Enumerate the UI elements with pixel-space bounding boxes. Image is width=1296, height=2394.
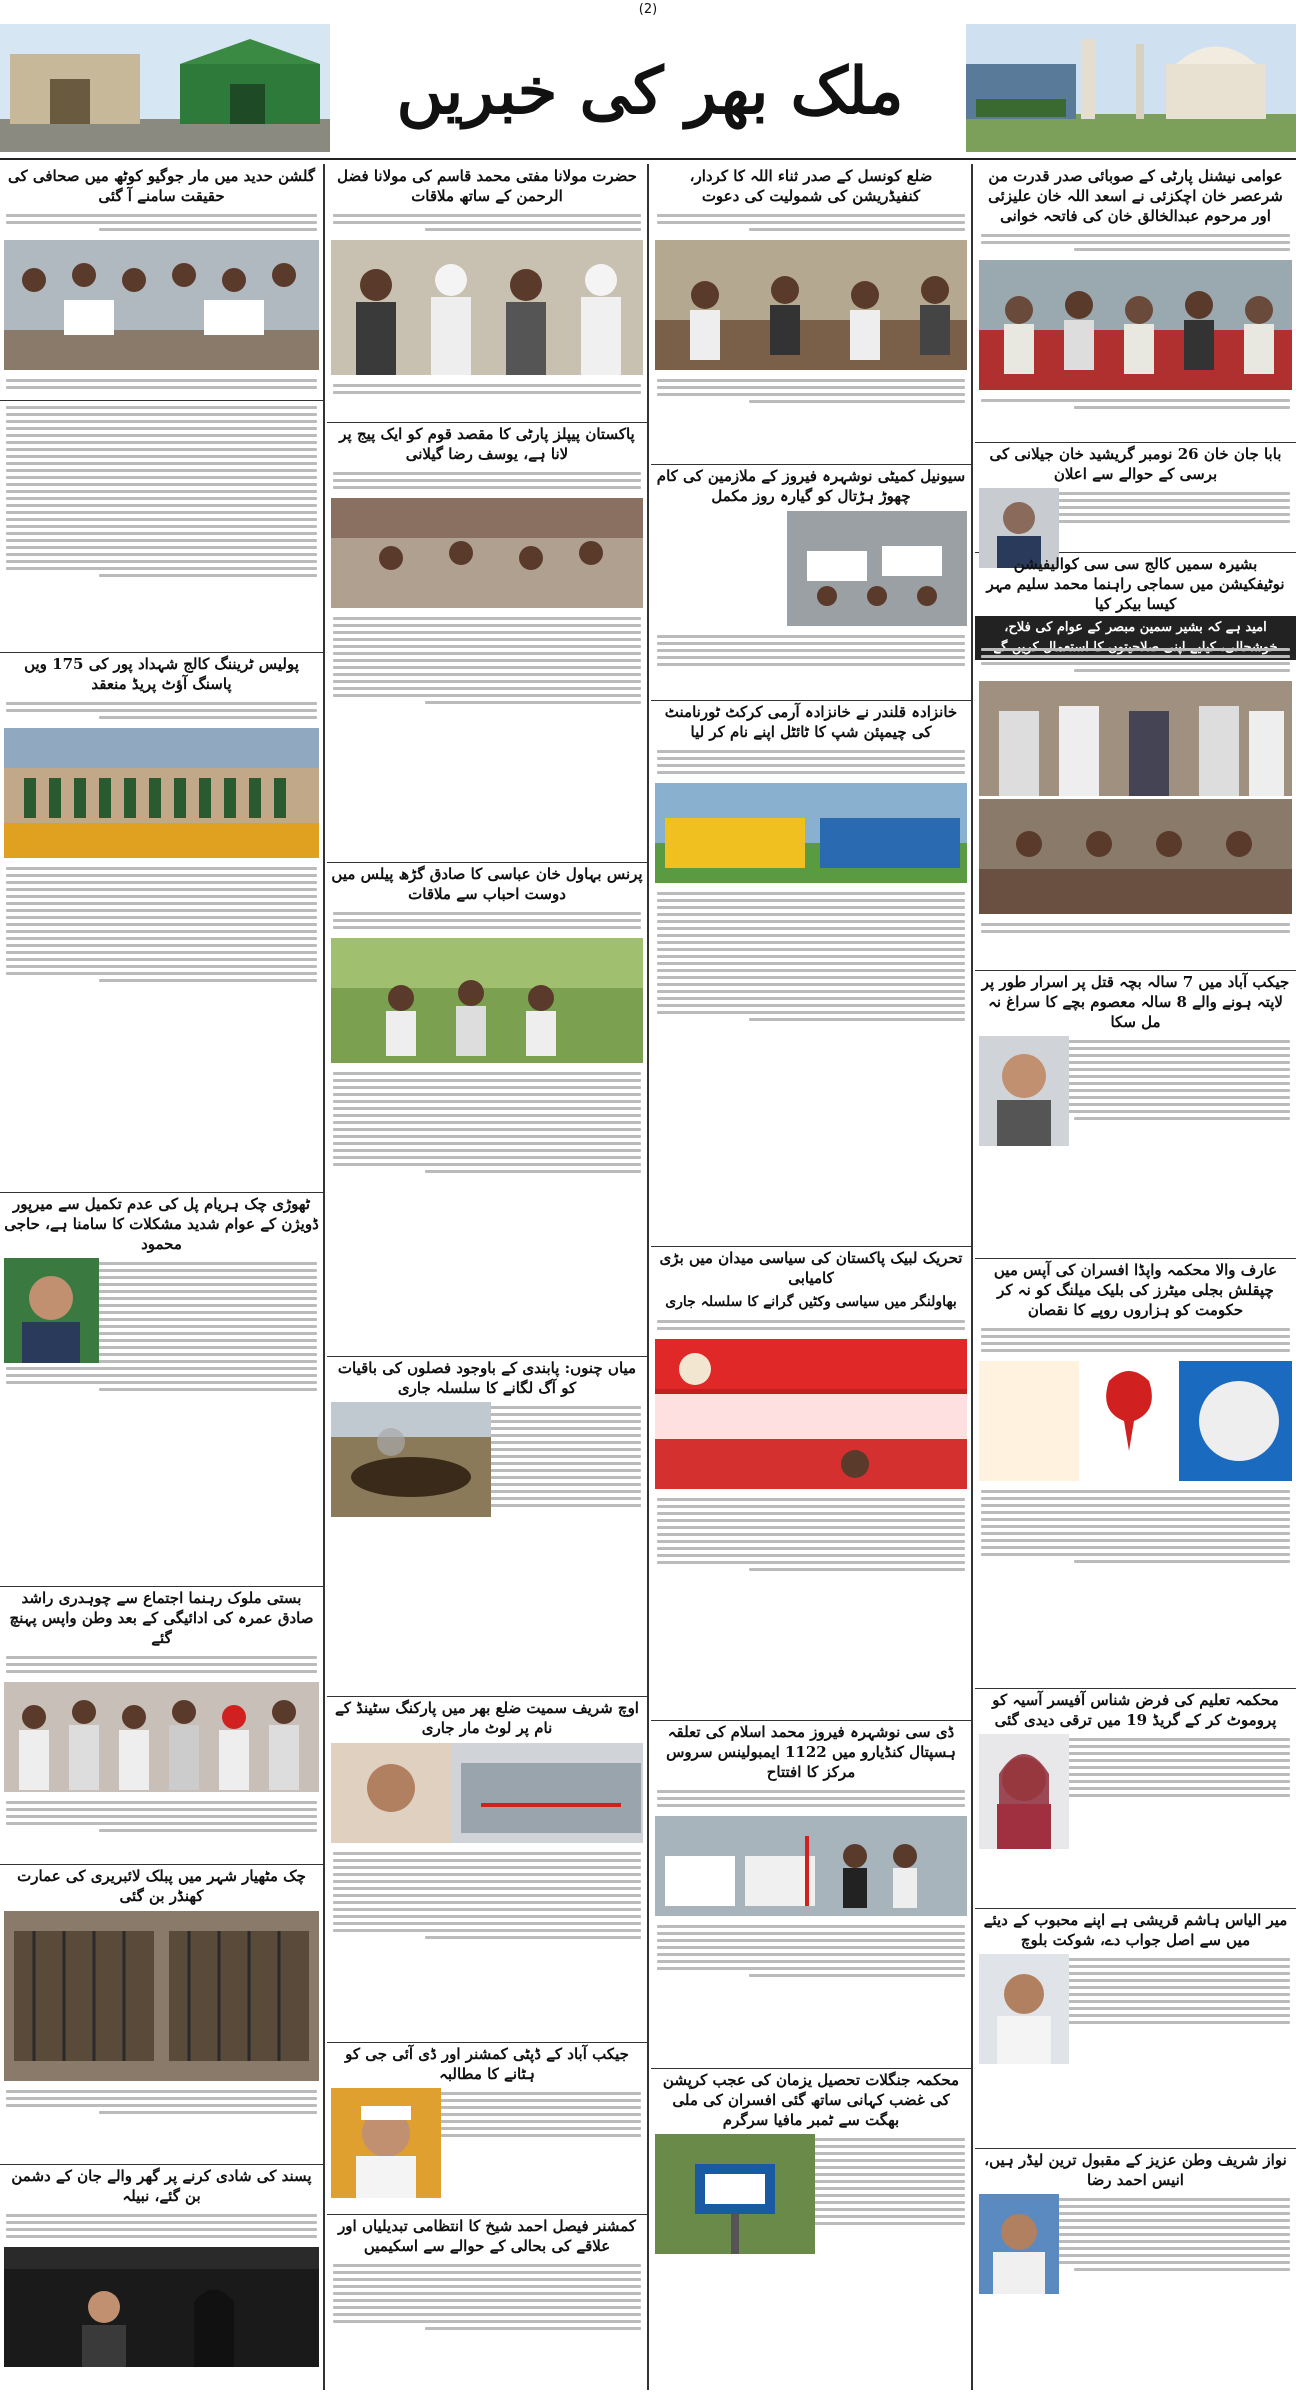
headline: بابا جان خان 26 نومبر گریشید خان جیلانی کی برسی کے حوالے سے اعلان [989, 445, 1282, 483]
headline: گلشن حدید میں مار جوگیو کوٹھ میں صحافی کی حقیقت سامنے آ گئی [8, 167, 315, 205]
article [327, 164, 647, 423]
article [975, 970, 1296, 1259]
article [327, 422, 647, 863]
headline: عارف والا محکمہ واپڈا افسران کی آپس میں چپقلش بجلی میٹرز کی بلیک میلنگ کو نہ کر حکومت کو ہزاروں روپے کا نقصان [993, 1261, 1278, 1319]
article-photo [4, 1258, 99, 1363]
article-photo [979, 799, 1292, 914]
article [975, 1908, 1296, 2149]
article-photo [979, 681, 1292, 796]
article-photo [331, 1743, 643, 1843]
article [975, 642, 1296, 971]
masthead-image-left [0, 24, 330, 152]
article [975, 552, 1296, 643]
headline: اوچ شریف سمیت ضلع بھر میں پارکنگ سٹینڈ کے نام پر لوٹ مار جاری [335, 1699, 639, 1737]
headline: بشیرہ سمیں کالج سی سی کوالیفیشن نوٹیفکیشن میں سماجی راہنما محمد سلیم مہر کیسا بیکر کیا [986, 555, 1285, 613]
article-photo [4, 240, 319, 370]
article-photo [331, 498, 643, 608]
article-photo [979, 1036, 1069, 1146]
article-photo [4, 1911, 319, 2081]
headline: پرنس بہاول خان عباسی کا صادق گڑھ پیلس میں دوست احباب سے ملاقات [331, 865, 643, 903]
article [975, 1258, 1296, 1689]
article [0, 400, 323, 653]
article [327, 2042, 647, 2215]
column-2 [651, 164, 971, 2390]
article-photo [655, 2134, 815, 2254]
article-photo [655, 1816, 967, 1916]
article [651, 1720, 971, 2069]
column-divider [971, 164, 973, 2390]
headline: ڈی سی نوشہرہ فیروز محمد اسلام کی تعلقہ ہسپتال کنڈیارو میں 1122 ایمبولینس سروس مرکز کا افتتاح [666, 1723, 956, 1781]
headline: ٹھوڑی چک ہریام پل کی عدم تکمیل سے میرپور ڈویژن کے عوام شدید مشکلات کا سامنا ہے، حاجی محمود [4, 1195, 319, 1253]
headline: کمشنر فیصل احمد شیخ کا انتظامی تبدیلیاں اور علاقے کی بحالی کے حوالے سے اسکیمیں [338, 2217, 636, 2255]
headline: پاکستان پیپلز پارٹی کا مقصد قوم کو ایک پیج پر لانا ہے، یوسف رضا گیلانی [339, 425, 635, 463]
article [0, 652, 323, 1193]
headline: پسند کی شادی کرنے پر گھر والے جان کے دشمن بن گئے، نبیلہ [11, 2167, 312, 2205]
masthead-title: ملک بھر کی خبریں [396, 53, 904, 129]
headline: بھاولنگر میں سیاسی وکٹیں گرانے کا سلسلہ جاری [665, 1294, 957, 1310]
masthead-image-right [966, 24, 1296, 152]
headline: محکمہ جنگلات تحصیل یزمان کی عجب کرپشن کی غضب کہانی ساتھ گئی افسران کی ملی بھگت سے ٹمبر مافیا سرگرم [662, 2071, 960, 2129]
article-photo [4, 2247, 319, 2367]
headline: جیکب آباد میں 7 سالہ بچہ قتل پر اسرار طور پر لاپتہ ہونے والے 8 سالہ معصوم بچے کا سراغ نہ مل سکا [981, 973, 1290, 1031]
article-photo [979, 1954, 1069, 2064]
headline: بستی ملوک رہنما اجتماع سے چوہدری راشد صادق عمرہ کی ادائیگی کے بعد وطن واپس پہنچ گئے [9, 1589, 314, 1647]
column-3 [327, 164, 647, 2390]
masthead [0, 20, 1296, 160]
column-divider [647, 164, 649, 2390]
article-photo [655, 1339, 967, 1489]
article [651, 1246, 971, 1721]
headline: نواز شریف وطن عزیز کے مقبول ترین لیڈر ہیں، انیس احمد رضا [984, 2151, 1287, 2189]
article [651, 464, 971, 701]
headline: حضرت مولانا مفتی محمد قاسم کی مولانا فضل الرحمن کے ساتھ ملاقات [337, 167, 637, 205]
article-photo [331, 938, 643, 1063]
article [651, 2068, 971, 2390]
article [327, 1696, 647, 2043]
headline: تحریک لبیک پاکستان کی سیاسی میدان میں بڑی کامیابی [659, 1249, 963, 1287]
article [651, 164, 971, 465]
article [975, 442, 1296, 553]
article [0, 1586, 323, 1865]
article [975, 164, 1296, 443]
article-photo [4, 1682, 319, 1792]
article [327, 1356, 647, 1697]
headline: پولیس ٹریننگ کالج شہداد پور کی 175 ویں پاسنگ آؤٹ پریڈ منعقد [24, 655, 299, 693]
article [327, 2214, 647, 2390]
article-photo [331, 240, 643, 375]
article-photo [655, 240, 967, 370]
column-divider [323, 164, 325, 2390]
page-number: (2) [638, 2, 658, 17]
article-photo [979, 260, 1292, 390]
headline: ضلع کونسل کے صدر ثناء اللہ کا کردار، کنفیڈریشن کی شمولیت کی دعوت [689, 167, 933, 205]
headline: میر الیاس ہاشم قریشی ہے اپنے محبوب کے دیئے میں سے اصل جواب دے، شوکت بلوچ [983, 1911, 1288, 1949]
article [327, 862, 647, 1357]
article [0, 2164, 323, 2390]
article [975, 2148, 1296, 2390]
headline: امید ہے کہ بشیر سمین مبصر کے عوام کی فلاح، [975, 616, 1296, 660]
headline: سیونیل کمیٹی نوشہرہ فیروز کے ملازمین کی کام چھوڑ ہڑتال کو گیارہ روز مکمل [656, 467, 966, 505]
article-photo [979, 2194, 1059, 2294]
article-photo [4, 728, 319, 858]
headline: چک مٹھیار شہر میں پبلک لائبریری کی عمارت کھنڈر بن گئی [17, 1867, 306, 1905]
article-photo [979, 1734, 1069, 1849]
headline: خانزادہ قلندر نے خانزادہ آرمی کرکٹ ٹورنامنٹ کی چیمپئن شپ کا ٹائٹل اپنے نام کر لیا [664, 703, 958, 741]
headline: محکمہ تعلیم کی فرض شناس آفیسر آسیہ کو پروموٹ کر کے گریڈ 19 میں ترقی دیدی گئی [992, 1691, 1279, 1729]
article [0, 1864, 323, 2165]
article-photo [331, 2088, 441, 2198]
article [651, 700, 971, 1247]
article [0, 164, 323, 401]
article [975, 1688, 1296, 1909]
headline: جیکب آباد کے ڈپٹی کمشنر اور ڈی آئی جی کو ہٹانے کا مطالبہ [345, 2045, 629, 2083]
column-1 [975, 164, 1296, 2390]
article [0, 1192, 323, 1587]
article-photo [787, 511, 967, 626]
headline: میاں چنوں: پابندی کے باوجود فصلوں کی باقیات کو آگ لگانے کا سلسلہ جاری [337, 1359, 637, 1397]
column-4 [0, 164, 323, 2390]
article-photo [331, 1402, 491, 1517]
article-photo [655, 783, 967, 883]
headline: عوامی نیشنل پارٹی کے صوبائی صدر قدرت من شرعصر خان اچکزئی نے اسعد اللہ خان علیزئی اور مرحوم عبدالخالق خان کی فاتحہ خوانی [988, 167, 1283, 225]
article-photo [979, 1361, 1292, 1481]
